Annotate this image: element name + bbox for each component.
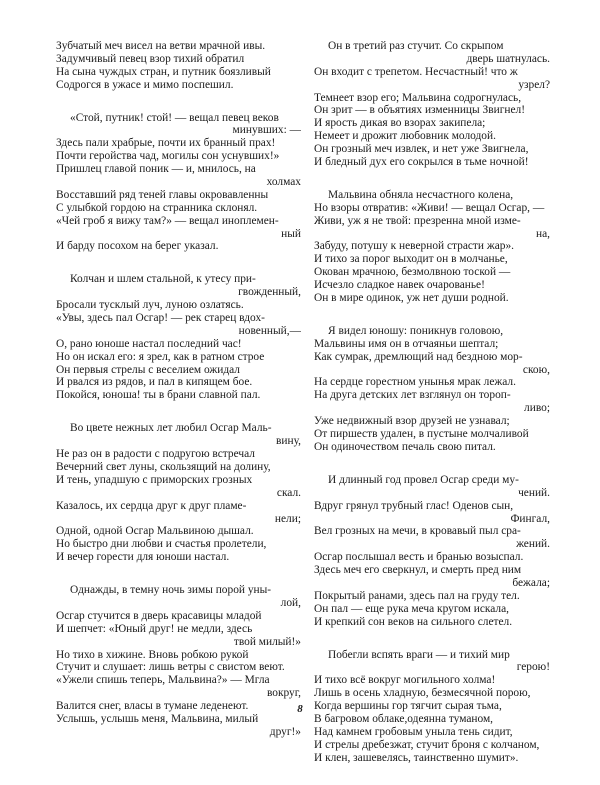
verse-line: Пришлец главой поник — и, мнилось, на (56, 163, 256, 176)
verse-line-continuation: ный (281, 227, 301, 240)
stanza (56, 273, 301, 402)
verse-line: Покрытый ранами, здесь пал на груду тел. (314, 589, 520, 602)
verse-line: Окован мрачною, безмолвною тоской — (314, 266, 511, 279)
verse-line: Исчезло сладкое навек очарованье! (314, 279, 485, 292)
verse-line-continuation: герою! (516, 661, 550, 674)
verse-line: Мальвина обняла несчастного колена, (328, 188, 514, 201)
verse-line: Темнеет взор его; Мальвина содрогнулась, (314, 91, 522, 104)
verse-line: Уже недвижный взор друзей не узнавал; (314, 415, 510, 428)
verse-line: Он в мире одинок, уж нет души родной. (314, 292, 509, 305)
verse-line-continuation: скою, (522, 363, 550, 376)
verse-line: На друга детских лет взглянул он тороп- (314, 389, 511, 402)
verse-line: Колчан и шлем стальной, к утесу при- (70, 273, 256, 286)
verse-line: Он одиночеством печаль свою питал. (314, 440, 496, 453)
verse-line: И ярость дикая во взорах закипела; (314, 117, 486, 130)
verse-line-continuation: минувших: — (232, 124, 301, 137)
verse-line: И длинный год провел Осгар среди му- (328, 473, 519, 486)
verse-line: Но тихо в хижине. Вновь робкою рукой (56, 648, 249, 661)
verse-line: От пиршеств удален, в пустыне молчаливой (314, 428, 529, 441)
verse-line: Немеет и дрожит любовник молодой. (314, 130, 496, 143)
verse-line-continuation: вокруг, (266, 687, 301, 700)
verse-line-continuation: чений. (518, 486, 550, 499)
verse-line: Забуду, потушу к неверной страсти жар». (314, 240, 515, 253)
verse-line: Валится снег, власы в тумане леденеют. (56, 700, 249, 713)
left-column (56, 40, 301, 759)
verse-line: Здесь пали храбрые, почти их бранный прах! (56, 137, 276, 150)
verse-line: Во цвете нежных лет любил Осгар Маль- (70, 422, 272, 435)
verse-line: Одной, одной Осгар Мальвиною дышал. (56, 525, 254, 538)
verse-line: Почти геройства чад, могилы сон уснувших!» (56, 150, 280, 163)
stanza (56, 584, 301, 739)
verse-line-continuation: гвожденный, (238, 286, 301, 299)
verse-line: Восставший ряд теней главы окровавленны (56, 188, 269, 201)
verse-line: «Чей гроб я вижу там?» — вещал иноплемен- (56, 214, 279, 227)
verse-line-continuation: лой, (280, 596, 301, 609)
verse-line: Покойся, юноша! ты в брани славной пал. (56, 389, 261, 402)
verse-line: И вечер горести для юноши настал. (56, 551, 230, 564)
verse-line: Лишь в осень хладную, безмесячной порою, (314, 687, 531, 700)
verse-line-continuation: нели; (274, 512, 301, 525)
verse-line: И крепкий сон веков на сильного слетел. (314, 615, 513, 628)
verse-line: Он зрит — в объятиях изменницы Звигнел! (314, 104, 526, 117)
verse-line-continuation: узрел? (518, 78, 550, 91)
verse-line: И рвался из рядов, и пал в кипящем бое. (56, 376, 253, 389)
verse-line: Вел грозных на мечи, в кровавый пыл сра- (314, 525, 521, 538)
stanza (56, 40, 301, 92)
verse-line-continuation: скал. (276, 486, 301, 499)
verse-line-continuation: твой милый!» (233, 635, 301, 648)
verse-line: Однажды, в темну ночь зимы порой уны- (70, 584, 272, 597)
verse-line: На сына чуждых стран, и путник боязливый (56, 65, 271, 78)
verse-line: «Стой, путник! стой! — вещал певец веков (70, 111, 279, 124)
verse-line-continuation: жений. (516, 538, 550, 551)
verse-line: Осгар послышал весть и бранью возыспал. (314, 551, 524, 564)
verse-line: Здесь меч его сверкнул, и смерть пред ним (314, 564, 522, 577)
verse-line: Услышь, услышь меня, Мальвина, милый (56, 712, 259, 725)
verse-line-continuation: новенный,— (238, 324, 301, 337)
right-column (314, 40, 550, 785)
verse-line: Он входит с трепетом. Несчастный! что ж (314, 65, 518, 78)
verse-line: На сердце горестном унынья мрак лежал. (314, 376, 516, 389)
verse-line: Казалось, их сердца друг к друг пламе- (56, 499, 247, 512)
stanza (56, 112, 301, 254)
verse-line: И тень, упадшую с приморских грозных (56, 473, 253, 486)
verse-line: Не раз он в радости с подругою встречал (56, 448, 255, 461)
verse-line: С улыбкой гордою на странника склонял. (56, 201, 258, 214)
verse-line-continuation: друг!» (269, 725, 301, 738)
verse-line: И клен, зашевелясь, таинственно шумит». (314, 751, 519, 764)
verse-line: Содрогся в ужасе и мимо поспешил. (56, 78, 234, 91)
stanza (314, 40, 550, 169)
verse-line: Он в третий раз стучит. Со скрыпом (328, 40, 504, 52)
verse-line: Зубчатый меч висел на ветви мрачной ивы. (56, 40, 266, 52)
verse-line: Но быстро дни любви и счастья пролетели, (56, 538, 267, 551)
verse-line: Когда вершины гор тягчит сырая тьма, (314, 700, 502, 713)
verse-line: Но он искал его: я зрел, как в ратном строе (56, 350, 265, 363)
verse-line: Задумчивый певец взор тихий обратил (56, 52, 245, 65)
stanza (314, 189, 550, 305)
verse-line-continuation: бежала; (512, 576, 550, 589)
verse-line: Побегли вспять враги — и тихий мир (328, 648, 510, 661)
verse-line: Осгар стучится в дверь красавицы младой (56, 609, 262, 622)
verse-line: «Увы, здесь пал Осгар! — рек старец вдох- (56, 312, 265, 325)
verse-line: И тихо всё вокруг могильного холма! (314, 674, 496, 687)
verse-line: «Ужели спишь теперь, Мальвина?» — Мгла (56, 674, 270, 687)
verse-line-continuation: холмах (266, 176, 301, 189)
stanza (314, 325, 550, 454)
verse-line: И тихо за порог выходит он в молчанье, (314, 253, 508, 266)
verse-line: Как сумрак, дремлющий над бездною мор- (314, 350, 523, 363)
stanza (314, 474, 550, 629)
verse-line-continuation: дверь шатнулась. (466, 52, 550, 65)
verse-line: Над камнем гробовым уныла тень сидит, (314, 725, 513, 738)
verse-line: Стучит и слушает: лишь ветры с свистом веют. (56, 661, 285, 674)
verse-line: Он грозный меч извлек, и нет уже Звигнела, (314, 143, 529, 156)
verse-line: Он первыя стрелы с веселием ожидал (56, 363, 240, 376)
stanza (56, 422, 301, 564)
verse-line: О, рано юноше настал последний час! (56, 337, 242, 350)
verse-line-continuation: Фингал, (510, 512, 550, 525)
verse-line: Но взоры отвратив: «Живи! — вещал Осгар, — (314, 201, 545, 214)
verse-line: И бледный дух его сокрылся в тьме ночной! (314, 156, 529, 169)
verse-line: В багровом облаке,одеянна туманом, (314, 712, 494, 725)
verse-line: И шепчет: «Юный друг! не медли, здесь (56, 622, 253, 635)
verse-line: Я видел юношу: поникнув головою, (328, 324, 504, 337)
verse-line-continuation: ливо; (524, 402, 550, 415)
verse-line: Вечерний свет луны, скользящий на долину, (56, 460, 271, 473)
verse-line: Живи, уж я не твой: презренна мной изме- (314, 214, 521, 227)
verse-line: И стрелы дребезжат, стучит броня с колчаном, (314, 738, 540, 751)
verse-line-continuation: на, (536, 227, 550, 240)
verse-line-continuation: вину, (276, 435, 301, 448)
verse-line: Мальвины имя он в отчаяньи шептал; (314, 337, 499, 350)
page-number: 8 (297, 703, 303, 715)
verse-line: Вдруг грянул трубный глас! Оденов сын, (314, 499, 514, 512)
verse-line: Бросали тусклый луч, луною озлатясь. (56, 299, 244, 312)
verse-line: И барду посохом на берег указал. (56, 240, 219, 253)
verse-line: Он пал — еще рука меча кругом искала, (314, 602, 509, 615)
